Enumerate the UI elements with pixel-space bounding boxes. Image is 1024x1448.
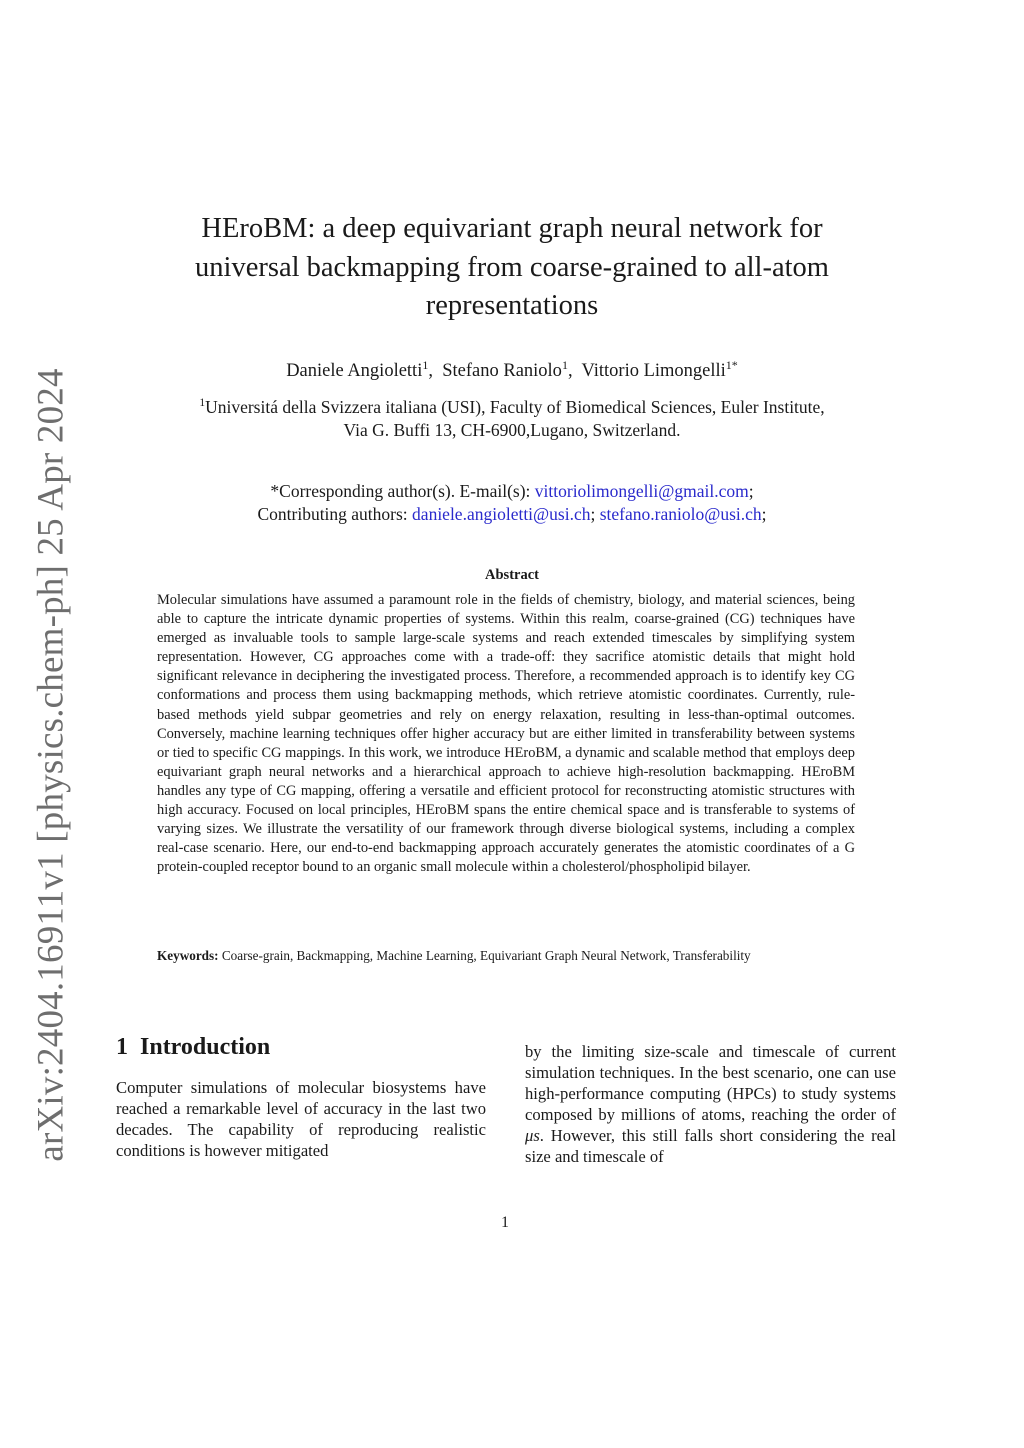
- affiliation: [130, 392, 894, 442]
- body-text: by the limiting size-scale and timescale of current simulation techniques. In the best scenario, one can use high-performance computing (HPCs) to study systems composed by millions of atoms, reaching the order of: [525, 1042, 896, 1124]
- body-text: . However, this still falls short considering the real size and timescale of: [525, 1126, 896, 1166]
- author-name: Vittorio Limongelli: [581, 361, 726, 382]
- corresponding-email-link[interactable]: vittoriolimongelli@gmail.com: [534, 481, 749, 501]
- abstract-text: Molecular simulations have assumed a paramount role in the fields of chemistry, biology, and material sciences, being able to capture the intricate dynamic properties of systems. Within this realm, coarse-grained (CG) techniques have emerged as invaluable tools to sample large-scale systems and reach extended timescales by simplifying system representation. However, CG approaches come with a trade-off: they sacrifice atomistic details that might hold significant relevance in deciphering the investigated process. Therefore, a recommended approach is to identify key CG conformations and process them using backmapping methods, which retrieve atomistic coordinates. Currently, rule-based methods yield subpar geometries and rely on energy relaxation, resulting in less-than-optimal outcomes. Conversely, machine learning techniques offer higher accuracy but are either limited in transferability between systems or tied to specific CG mappings. In this work, we introduce HEroBM, a dynamic and scalable method that employs deep equivariant graph neural networks and a hierarchical approach to achieve high-resolution backmapping. HEroBM handles any type of CG mapping, offering a versatile and efficient protocol for reconstructing atomistic structures with high accuracy. Focused on local principles, HEroBM spans the entire chemical space and is transferable to systems of varying sizes. We illustrate the versatility of our framework through diverse biological systems, including a complex real-case scenario. Here, our end-to-end backmapping approach accurately generates the atomistic coordinates of a G protein-coupled receptor bound to an organic small molecule within a cholesterol/phospholipid bilayer.: [157, 592, 855, 876]
- keywords-label: Keywords:: [157, 948, 219, 963]
- author-name: Daniele Angioletti: [286, 361, 423, 382]
- affiliation-mark: 1: [199, 397, 206, 409]
- contributing-label: Contributing authors:: [257, 504, 413, 524]
- separator: ;: [761, 504, 767, 524]
- corresponding-label: *Corresponding author(s). E-mail(s):: [270, 481, 535, 501]
- contributing-email-link[interactable]: stefano.raniolo@usi.ch: [599, 504, 762, 524]
- section-heading: [116, 1034, 270, 1061]
- keywords-text: Coarse-grain, Backmapping, Machine Learning, Equivariant Graph Neural Network, Transferability: [221, 948, 751, 963]
- title-line: HEroBM: a deep equivariant graph neural network for: [201, 213, 823, 244]
- arxiv-stamp-text: arXiv:2404.16911v1 [physics.chem-ph] 25 Apr 2024: [30, 368, 72, 1162]
- title-line: representations: [425, 290, 599, 321]
- separator: ;: [590, 504, 596, 524]
- page-number: 1: [501, 1214, 509, 1231]
- corresponding-authors: [150, 480, 874, 526]
- keywords: [157, 947, 855, 964]
- contributing-email-link[interactable]: daniele.angioletti@usi.ch: [412, 504, 591, 524]
- author-mark: 1: [561, 358, 568, 372]
- unit-symbol: μs: [525, 1126, 540, 1145]
- author-name: Stefano Raniolo: [442, 361, 562, 382]
- body-column-left: Computer simulations of molecular biosystems have reached a remarkable level of accuracy in the last two decades. The capability of reproducing realistic conditions is however mitigated: [116, 1078, 486, 1160]
- abstract-heading: Abstract: [485, 567, 539, 583]
- section-number: 1: [116, 1034, 128, 1060]
- affiliation-line: Universitá della Svizzera italiana (USI), Faculty of Biomedical Sciences, Euler Institute,: [205, 396, 825, 417]
- arxiv-stamp: [16, 368, 86, 1162]
- body-column-right: [525, 1041, 896, 1167]
- author-mark: 1: [422, 358, 429, 372]
- separator: ;: [748, 481, 754, 501]
- author-list: Daniele Angioletti$^1$, Stefano Raniolo$^1$, Vittorio Limongelli$^{1*}$: [286, 358, 738, 382]
- section-title: Introduction: [140, 1034, 271, 1060]
- title-line: universal backmapping from coarse-grained to all-atom: [195, 251, 829, 283]
- affiliation-line: Via G. Buffi 13, CH-6900,Lugano, Switzerland.: [343, 419, 681, 440]
- paper-title: [150, 210, 874, 326]
- author-mark: 1*: [725, 358, 738, 372]
